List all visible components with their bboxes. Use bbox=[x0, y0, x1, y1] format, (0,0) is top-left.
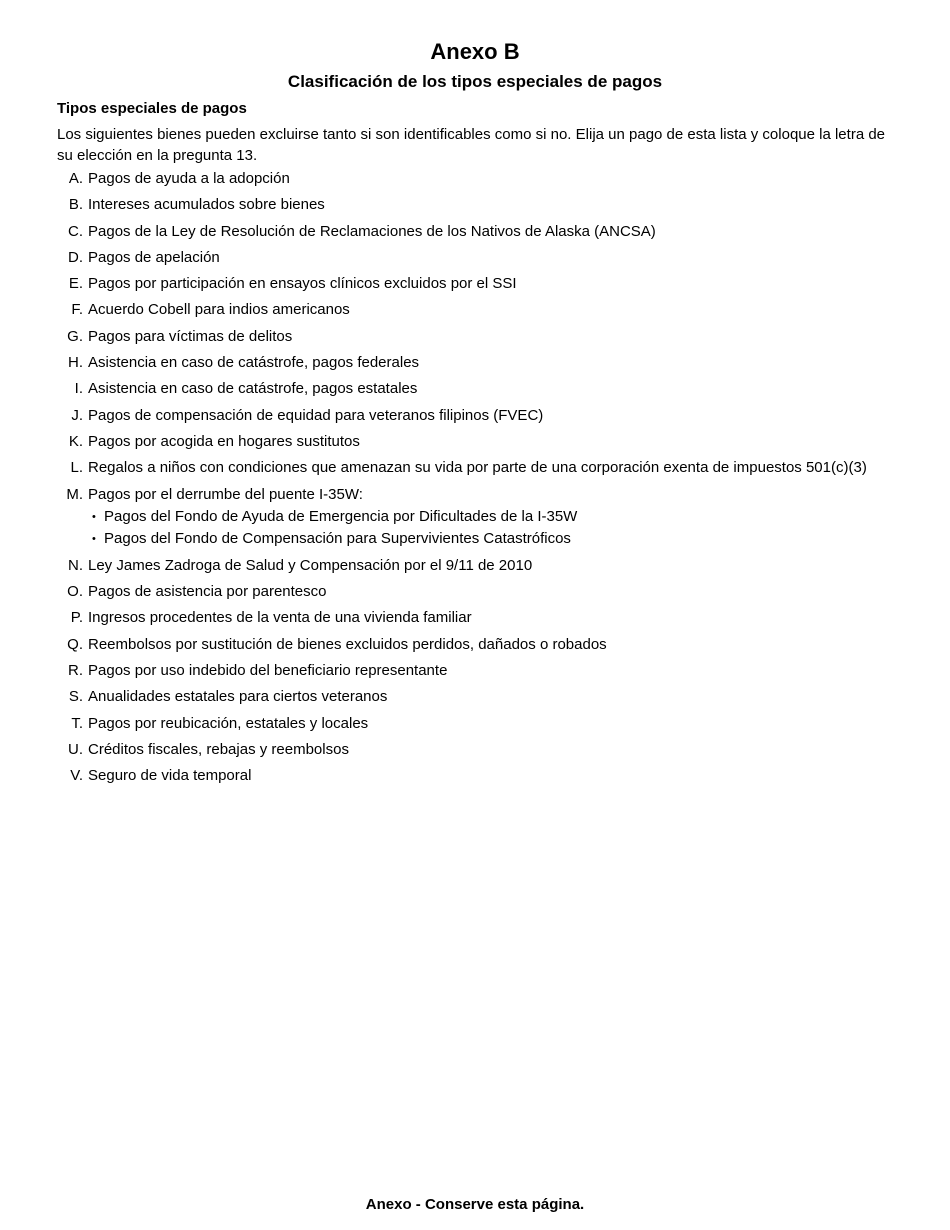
list-item-letter: E. bbox=[68, 275, 83, 293]
list-item-body bbox=[88, 581, 887, 602]
bullet-icon: • bbox=[92, 510, 96, 523]
list-item-letter: P. bbox=[70, 609, 83, 627]
list-item bbox=[57, 686, 887, 707]
list-item-body bbox=[88, 457, 887, 478]
list-item-body bbox=[88, 634, 887, 655]
sub-list bbox=[88, 506, 887, 550]
list-item-body bbox=[88, 607, 887, 628]
list-item-body bbox=[88, 194, 887, 215]
list-item-text: Pagos para víctimas de delitos bbox=[88, 327, 293, 345]
list-item-body bbox=[88, 273, 887, 294]
list-item-letter: N. bbox=[68, 556, 83, 574]
list-item-letter: T. bbox=[71, 714, 83, 732]
list-item-body bbox=[88, 326, 887, 347]
list-item-text: Pagos por acogida en hogares sustitutos bbox=[88, 432, 360, 450]
list-item-body bbox=[88, 168, 887, 189]
sub-list-item-text: Pagos del Fondo de Ayuda de Emergencia por Dificultades de la I-35W bbox=[104, 507, 578, 525]
list-item-body bbox=[88, 739, 887, 760]
list-item-text: Pagos de apelación bbox=[88, 248, 220, 266]
list-item bbox=[57, 739, 887, 760]
list-item-letter: Q. bbox=[67, 635, 83, 653]
list-item-text: Asistencia en caso de catástrofe, pagos estatales bbox=[88, 380, 418, 398]
sub-list-item-text: Pagos del Fondo de Compensación para Supervivientes Catastróficos bbox=[104, 529, 571, 547]
list-item-letter: F. bbox=[71, 301, 83, 319]
intro-paragraph: Los siguientes bienes pueden excluirse tanto si son identificables como si no. Elija un pago de esta lista y coloque la letra de su elección en la pregunta 13. bbox=[57, 126, 886, 164]
document-content bbox=[57, 99, 887, 792]
list-item-text: Asistencia en caso de catástrofe, pagos federales bbox=[88, 354, 420, 372]
list-item bbox=[57, 352, 887, 373]
list-item-letter: R. bbox=[68, 662, 83, 680]
list-item-text: Pagos de ayuda a la adopción bbox=[88, 170, 290, 187]
list-item-body bbox=[88, 555, 887, 576]
page-title: Anexo B bbox=[430, 39, 520, 64]
sub-list-item bbox=[88, 506, 887, 528]
list-item-body bbox=[88, 431, 887, 452]
list-item-letter: A. bbox=[68, 170, 83, 187]
list-item-text: Ingresos procedentes de la venta de una vivienda familiar bbox=[88, 609, 472, 627]
list-item-letter: V. bbox=[70, 767, 83, 785]
list-item-body bbox=[88, 686, 887, 707]
list-item-letter: B. bbox=[68, 196, 83, 214]
bullet-icon: • bbox=[92, 532, 96, 545]
list-item bbox=[57, 221, 887, 242]
list-item-letter: U. bbox=[68, 740, 83, 758]
list-item-body bbox=[88, 484, 887, 550]
list-item bbox=[57, 555, 887, 576]
list-item-letter: J. bbox=[71, 406, 83, 424]
list-item bbox=[57, 168, 887, 189]
list-item bbox=[57, 378, 887, 399]
list-item-text: Intereses acumulados sobre bienes bbox=[88, 196, 325, 214]
list-item-text: Pagos de compensación de equidad para veteranos filipinos (FVEC) bbox=[88, 406, 544, 424]
list-item-body bbox=[88, 378, 887, 399]
list-item-text: Pagos de la Ley de Resolución de Reclamaciones de los Nativos de Alaska (ANCSA) bbox=[88, 222, 656, 240]
list-item-letter: D. bbox=[68, 248, 83, 266]
list-item bbox=[57, 457, 887, 478]
payment-types-list bbox=[57, 168, 887, 786]
list-item bbox=[57, 405, 887, 426]
list-item-text: Regalos a niños con condiciones que amenazan su vida por parte de una corporación exenta de impuestos 501(c)(3) bbox=[88, 459, 867, 477]
list-item bbox=[57, 607, 887, 628]
sub-list-item bbox=[88, 528, 887, 550]
list-item-letter: L. bbox=[70, 459, 83, 477]
list-item-text: Pagos por el derrumbe del puente I-35W: bbox=[88, 485, 363, 503]
list-item-letter: K. bbox=[68, 432, 83, 450]
list-item-body bbox=[88, 660, 887, 681]
page-subtitle: Clasificación de los tipos especiales de pagos bbox=[287, 72, 663, 91]
section-heading: Tipos especiales de pagos bbox=[57, 100, 247, 117]
list-item-body bbox=[88, 299, 887, 320]
list-item-text: Pagos por reubicación, estatales y locales bbox=[88, 714, 369, 732]
list-item-body bbox=[88, 352, 887, 373]
list-item-text: Reembolsos por sustitución de bienes excluidos perdidos, dañados o robados bbox=[88, 635, 607, 653]
list-item-text: Seguro de vida temporal bbox=[88, 767, 252, 785]
list-item bbox=[57, 299, 887, 320]
list-item-letter: G. bbox=[67, 327, 83, 345]
list-item-text: Créditos fiscales, rebajas y reembolsos bbox=[88, 740, 349, 758]
list-item bbox=[57, 484, 887, 550]
list-item bbox=[57, 581, 887, 602]
list-item bbox=[57, 765, 887, 786]
list-item bbox=[57, 713, 887, 734]
list-item bbox=[57, 634, 887, 655]
list-item-letter: M. bbox=[66, 485, 83, 503]
list-item-body bbox=[88, 405, 887, 426]
list-item-letter: H. bbox=[68, 354, 83, 372]
list-item-text: Ley James Zadroga de Salud y Compensación por el 9/11 de 2010 bbox=[88, 556, 533, 574]
list-item bbox=[57, 273, 887, 294]
list-item-text: Anualidades estatales para ciertos veteranos bbox=[88, 688, 388, 706]
list-item bbox=[57, 194, 887, 215]
list-item-body bbox=[88, 765, 887, 786]
page-footer: Anexo - Conserve esta página. bbox=[365, 1196, 585, 1213]
list-item-text: Pagos por uso indebido del beneficiario representante bbox=[88, 662, 448, 680]
list-item-letter: C. bbox=[68, 222, 83, 240]
list-item bbox=[57, 326, 887, 347]
list-item-body bbox=[88, 713, 887, 734]
list-item-body bbox=[88, 221, 887, 242]
list-item bbox=[57, 247, 887, 268]
list-item-letter: I. bbox=[74, 380, 83, 398]
list-item-letter: S. bbox=[68, 688, 83, 706]
list-item-text: Pagos por participación en ensayos clínicos excluidos por el SSI bbox=[88, 275, 517, 293]
list-item-text: Pagos de asistencia por parentesco bbox=[88, 583, 327, 601]
list-item bbox=[57, 431, 887, 452]
list-item bbox=[57, 660, 887, 681]
list-item-body bbox=[88, 247, 887, 268]
list-item-text: Acuerdo Cobell para indios americanos bbox=[88, 301, 350, 319]
list-item-letter: O. bbox=[67, 583, 83, 601]
